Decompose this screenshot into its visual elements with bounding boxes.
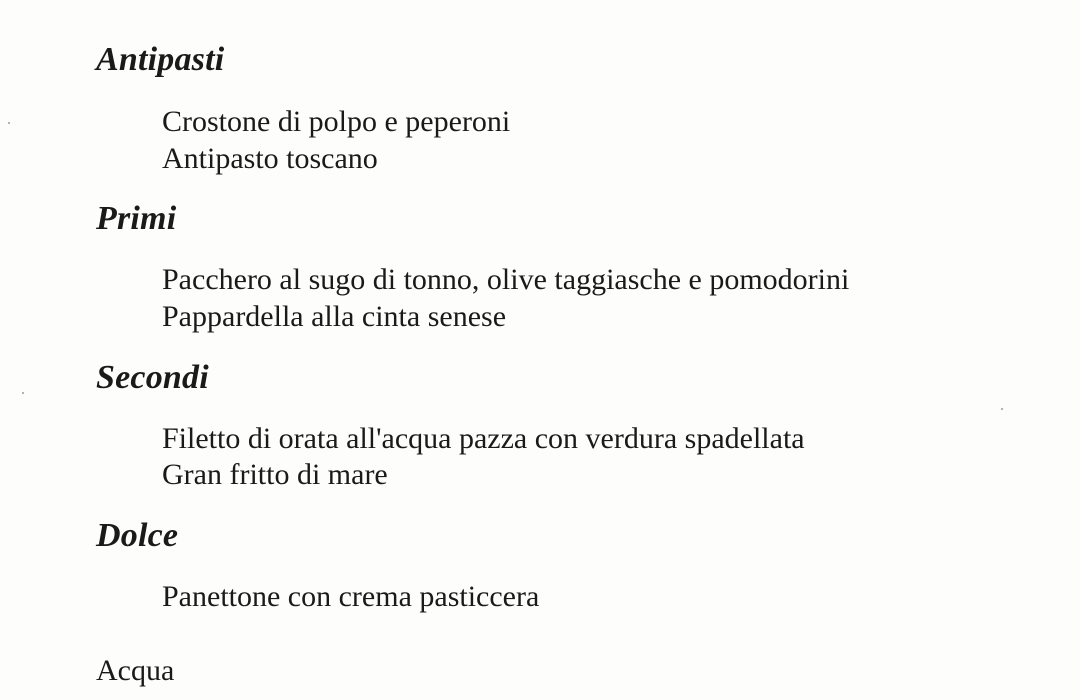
menu-item: Pappardella alla cinta senese [162,300,507,333]
scan-speck [1001,408,1003,410]
menu-item: Panettone con crema pasticcera [162,580,540,613]
section-title-dolce: Dolce [96,517,179,554]
drink-item: Acqua [96,654,175,687]
section-title-antipasti: Antipasti [96,41,225,78]
menu-item: Antipasto toscano [162,142,378,175]
menu-item: Pacchero al sugo di tonno, olive taggiasche e pomodorini [162,263,850,296]
section-title-secondi: Secondi [96,359,209,396]
scan-speck [8,122,10,124]
section-title-primi: Primi [96,200,177,237]
menu-item: Crostone di polpo e peperoni [162,105,511,138]
menu-item: Filetto di orata all'acqua pazza con verdura spadellata [162,422,805,455]
menu-item: Gran fritto di mare [162,458,388,491]
scan-speck [22,392,24,394]
